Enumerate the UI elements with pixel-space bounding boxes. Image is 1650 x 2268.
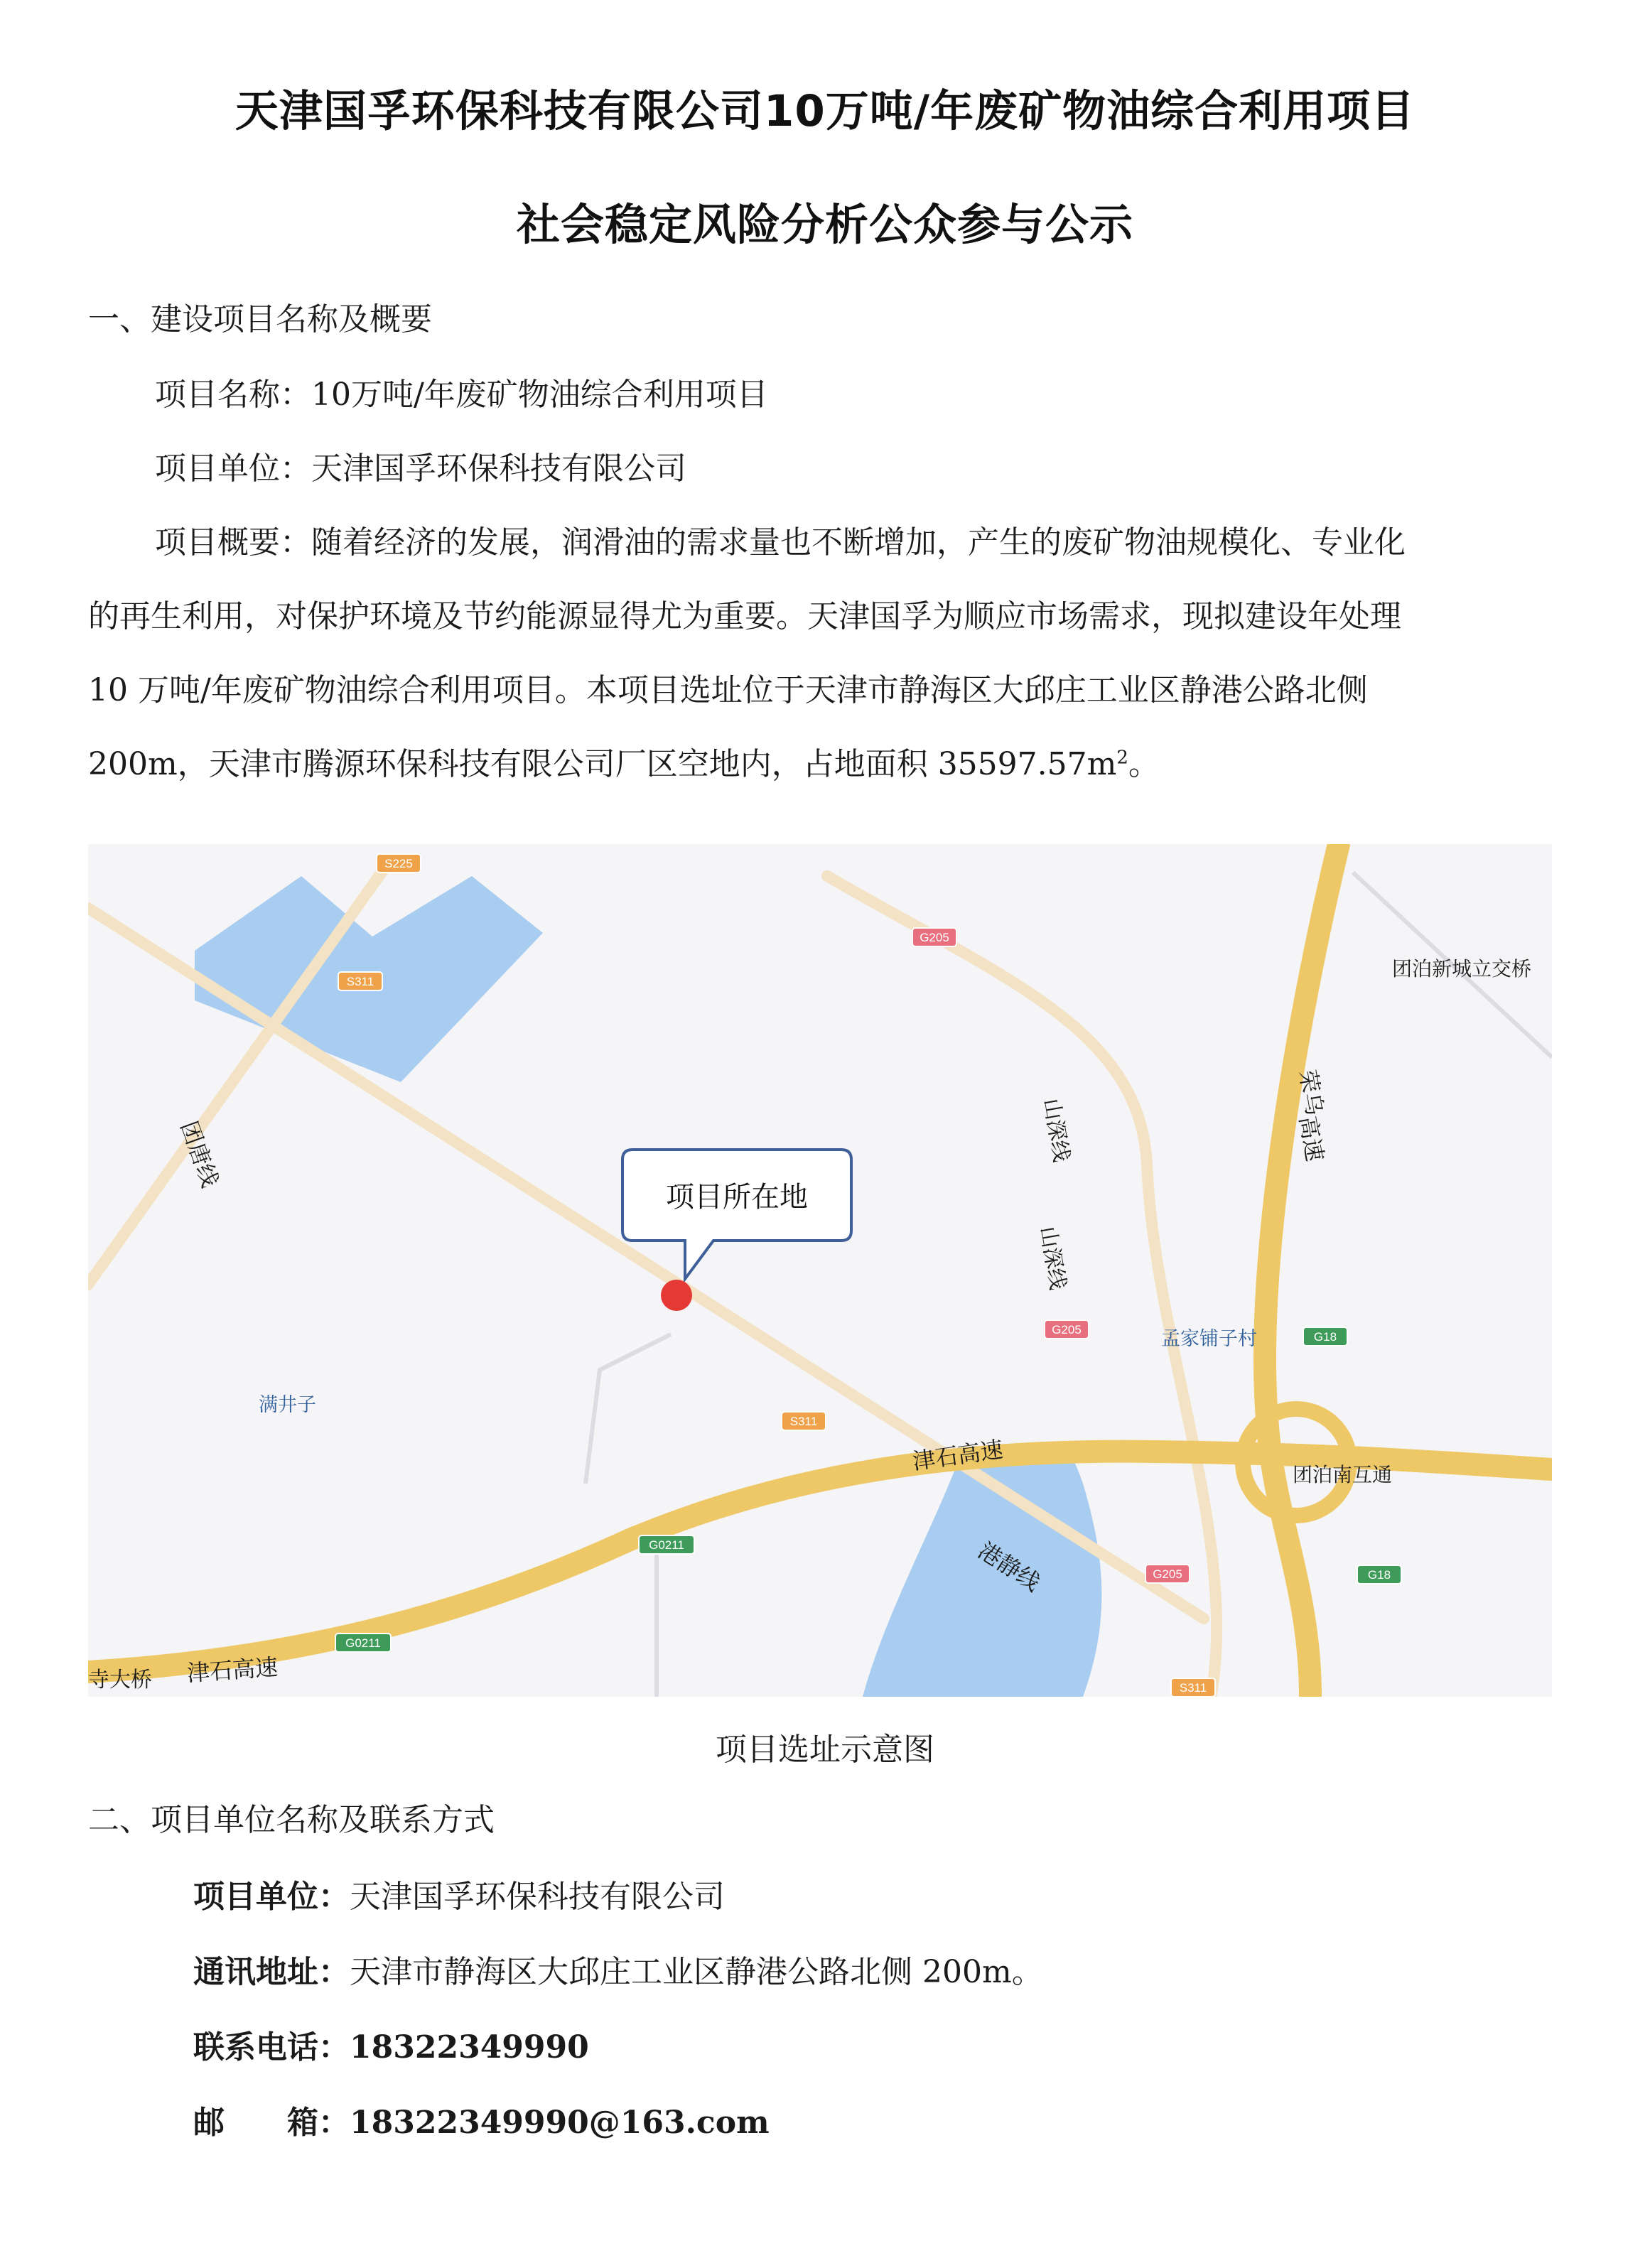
project-unit-label: 项目单位： (155, 450, 311, 487)
section-1-heading: 一、建设项目名称及概要 (88, 301, 432, 338)
label-shanshen-2: 山深线 (1035, 1224, 1070, 1292)
label-shanshen-1: 山深线 (1039, 1096, 1074, 1164)
label-tuantang: 团唐线 (176, 1118, 224, 1191)
contact-unit-label: 项目单位： (193, 1879, 350, 1915)
overview-text-1: 随着经济的发展，润滑油的需求量也不断增加，产生的废矿物油规模化、专业化 (311, 524, 1406, 561)
overview-line-4 (88, 743, 1552, 786)
road-badge-text: S225 (384, 857, 413, 870)
callout-text: 项目所在地 (666, 1182, 808, 1213)
road-badge-text: G205 (1153, 1567, 1182, 1581)
project-name-row (155, 374, 768, 416)
road-badge-g18 (1303, 1327, 1347, 1346)
contact-unit-value: 天津国孚环保科技有限公司 (350, 1879, 725, 1915)
road-badge-text: G0211 (649, 1538, 684, 1552)
road-badge-g0211 (639, 1535, 694, 1554)
road-badge-s311 (782, 1412, 826, 1430)
road-badge-text: G18 (1313, 1330, 1337, 1344)
label-manjingzi: 满井子 (259, 1394, 316, 1415)
road-badge-g205 (1145, 1565, 1190, 1583)
road-badge-text: G205 (920, 931, 949, 944)
contact-unit-row (193, 1876, 725, 1918)
contact-email-label: 邮 箱： (193, 2105, 350, 2141)
section-2-heading: 二、项目单位名称及联系方式 (88, 1802, 495, 1838)
contact-email-value: 18322349990@163.com (350, 2105, 770, 2141)
contact-phone-label: 联系电话： (193, 2029, 350, 2066)
contact-address-label: 通讯地址： (193, 1954, 350, 1990)
road-badge-g205 (1045, 1320, 1089, 1339)
label-tuanbo-nan: 团泊南互通 (1293, 1464, 1393, 1486)
road-badge-s311 (338, 972, 382, 990)
location-map (88, 844, 1552, 1697)
contact-email-row (193, 2102, 770, 2144)
contact-phone-row (193, 2026, 589, 2069)
map-caption: 项目选址示意图 (716, 1732, 934, 1768)
overview-line-1 (155, 522, 1552, 564)
label-sidaqiao: 寺大桥 (88, 1668, 152, 1692)
label-rongwu-1: 荣乌 (1295, 1067, 1328, 1118)
overview-end-mark: 。 (1128, 746, 1160, 782)
road-badge-s225 (377, 854, 421, 873)
document-title-line-1: 天津国孚环保科技有限公司10万吨/年废矿物油综合利用项目 (234, 86, 1416, 136)
overview-label: 项目概要： (155, 524, 311, 561)
road-badge-text: S311 (789, 1415, 818, 1428)
road-badge-text: G18 (1367, 1568, 1391, 1582)
contact-address-row (193, 1951, 1043, 1994)
overview-text-4: 200m，天津市腾源环保科技有限公司厂区空地内，占地面积 35597.57m (88, 746, 1117, 782)
overview-line-3: 10 万吨/年废矿物油综合利用项目。本项目选址位于天津市静海区大邱庄工业区静港公路北侧 (88, 672, 1368, 708)
project-location-pin (661, 1280, 692, 1311)
contact-address-value: 天津市静海区大邱庄工业区静港公路北侧 200m。 (350, 1954, 1043, 1990)
project-unit-row (155, 448, 686, 490)
label-tuanbo-xincheng: 团泊新城立交桥 (1392, 958, 1532, 980)
project-unit-value: 天津国孚环保科技有限公司 (311, 450, 686, 487)
project-name-label: 项目名称： (155, 377, 311, 413)
road-badge-g0211 (335, 1634, 391, 1652)
road-badge-s311 (1171, 1678, 1215, 1697)
label-mengjia: 孟家铺子村 (1161, 1328, 1257, 1349)
label-gangjing: 港静线 (974, 1537, 1045, 1597)
area-superscript: 2 (1116, 747, 1128, 769)
project-name-value: 10万吨/年废矿物油综合利用项目 (311, 377, 768, 413)
overview-line-2: 的再生利用，对保护环境及节约能源显得尤为重要。天津国孚为顺应市场需求，现拟建设年处理 (88, 598, 1401, 634)
road-badge-text: G205 (1052, 1323, 1082, 1336)
label-jinshi-1: 津石高速 (910, 1436, 1005, 1474)
road-badge-text: S311 (346, 975, 374, 988)
road-badge-g205 (912, 928, 956, 946)
road-badge-text: G0211 (345, 1636, 381, 1650)
label-jinshi-2: 津石高速 (185, 1654, 279, 1686)
road-badge-text: S311 (1179, 1681, 1207, 1695)
label-rongwu-2: 高速 (1295, 1113, 1328, 1164)
road-badge-g18 (1357, 1565, 1401, 1584)
document-title-line-2: 社会稳定风险分析公众参与公示 (516, 200, 1133, 250)
contact-phone-value: 18322349990 (350, 2029, 589, 2066)
